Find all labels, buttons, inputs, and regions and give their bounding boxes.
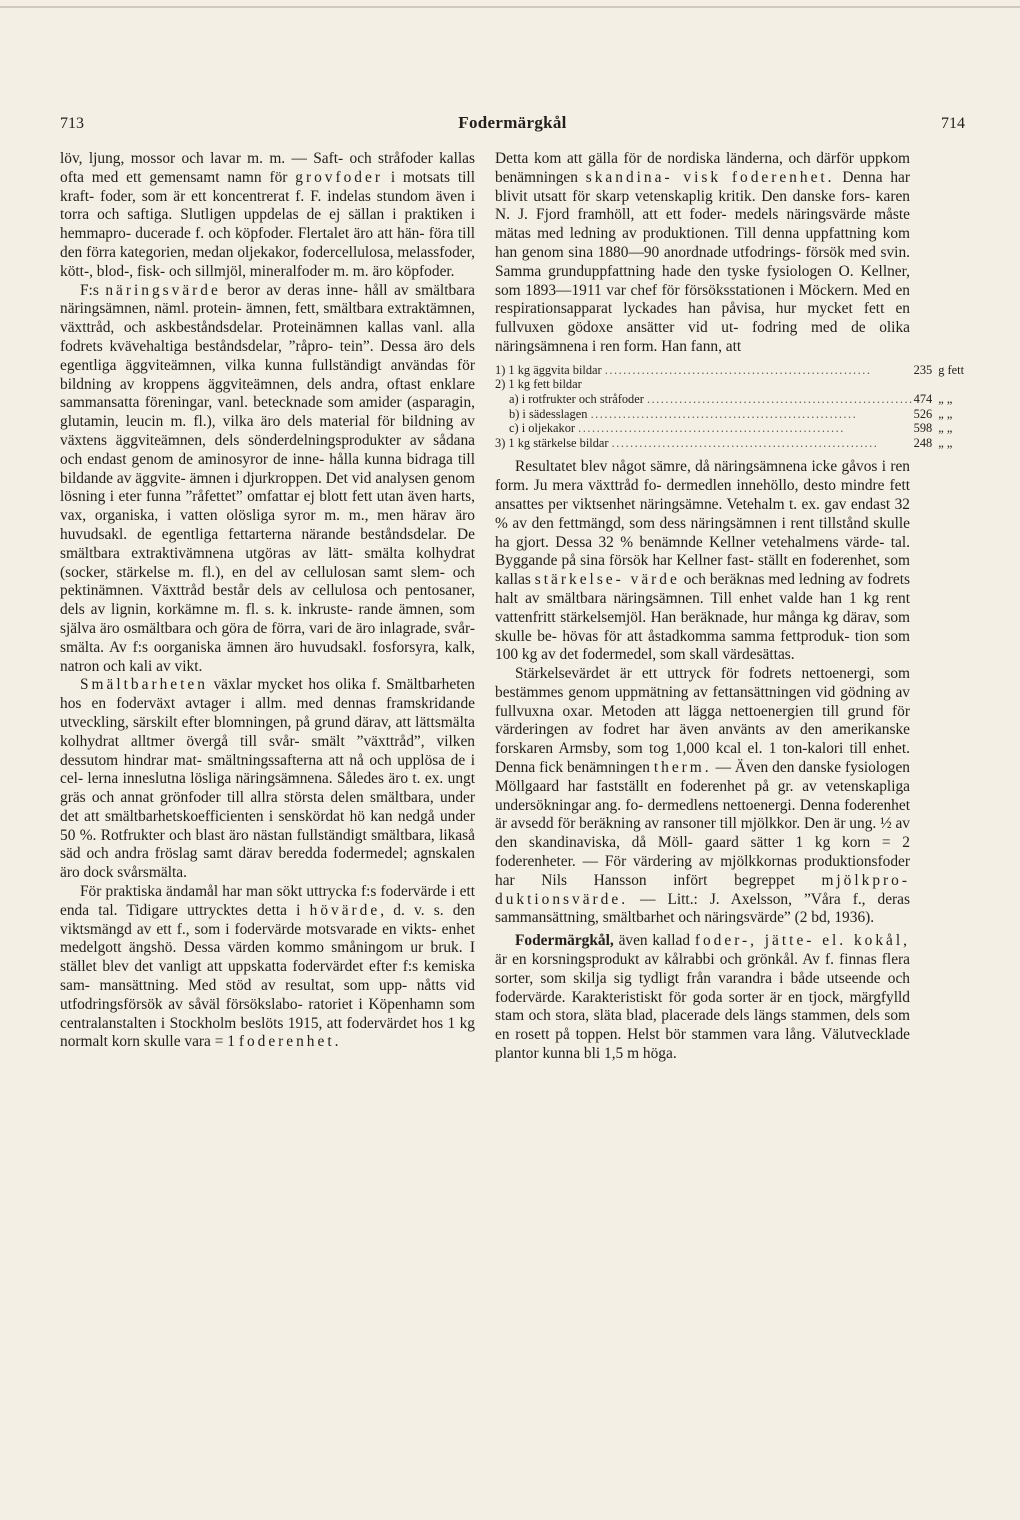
right-page-number: 714 [941, 115, 965, 132]
left-page-number: 713 [60, 115, 84, 132]
row-label: 2) 1 kg fett bildar [495, 377, 582, 392]
table-row [495, 363, 964, 378]
leader-dots: .......................................................... [578, 421, 845, 436]
fat-production-table [495, 363, 964, 451]
row-value: 598 [913, 421, 933, 436]
text-run: Resultatet blev något sämre, då näringsämnena icke gåvos i ren form. Ju mera växttråd fo- dermedlen innehöllo, desto mindre fett ansattes per viktsenhet näringsämne. Vetehalm t. ex. gav endast 32 % av den fettmängd, som dess näringsämnen i rent tillstånd skulle ha gjort. Dessa 32 % benämnde Kellner vetehalmens värde- tal. Byggande på sina försök har Kellner fast- ställt en foderenhet, som kallas [495, 458, 910, 589]
text-run: även kallad [618, 932, 691, 950]
row-label: b) i sädesslagen [509, 406, 588, 421]
page-header [60, 115, 965, 139]
row-label: c) i oljekakor [509, 421, 576, 436]
text-run: och beräknas med ledning av fodrets halt av smältbara näringsämnen. Till enhet valde han 1 kg rent vattenfritt stärkelsemjöl. Han beräknade, hur många kg därav, som skulle be- hövas för att åstadkomma samma fettproduk- tion som 100 kg av det fodermedel, som skall värdesättas. [495, 571, 910, 664]
text-run: F:s [80, 281, 99, 299]
text-run: Denna har blivit utsatt för skarp vetenskaplig kritik. Den danske fors- karen N. J. Fjord framhöll, att ett foder- medels näringsvärde måste mätas med ledning av produktionen. Till denna uppfattning kom han genom sina 1880—90 anordnade utfodrings- försök med svin. Samma grunduppfattning hade den tyske fysiologen O. Kellner, som 1893—1911 var chef för försöksstationen i Möckern. Med en respirationsapparat lyckades han påvisa, hur mycket fett en fullvuxen gödoxe ansätter vid ut- fodring med de olika näringsämnena i ren form. Han fann, att [495, 168, 910, 355]
paragraph-nutritional-value [60, 282, 475, 677]
row-unit: „ „ [938, 435, 953, 450]
leader-dots: .......................................................... [646, 391, 914, 406]
entry-headword: Fodermärgkål, [515, 932, 614, 950]
row-label: 3) 1 kg stärkelse bildar [495, 435, 609, 450]
text-run: , d. v. s. den viktsmängd av ett f., som i fodervärde motsvarade en vikts- enhet medelgott ängshö. Dessa värden kommo småningom ur bruk. I stället blev det vanligt att uppskatta fodervärdet efter f:s kemiska sam- mansättning. Med stöd av resultat, som upp- nåtts vid utfodringsförsök av såväl försökslabo- ratoriet i Köpenhamn som centralanstalten i Stockholm beslöts 1915, att fodervärdet hos 1 kg normalt korn skulle vara = 1 [60, 901, 475, 1051]
row-value: 235 [913, 362, 933, 377]
text-run: i motsats till kraft- foder, som är ett koncentrerat f. F. indelas stundom även i torra och saftiga. Slutligen uppdelas de ej sällan i praktiken i hemmapro- ducerade f. och köpfoder. Flertalet äro att hän- föra till den förra kategorien, medan oljekakor, fodercellulosa, melassfoder, kött-, blod-, fisk- och sillmjöl, mineralfoder m. m. äro köpfoder. [60, 168, 475, 280]
leader-dots: .......................................................... [611, 435, 879, 450]
paragraph-fodder-unit [495, 150, 910, 357]
row-unit: „ „ [938, 391, 953, 406]
text-run: växlar mycket hos olika f. Smältbarheten hos en foderväxt avtager i allm. med dennas framskridande utveckling, särskilt efter blomningen, på grund därav, att lättsmälta kolhydrat alltmer övergå till svår- smält ”växttråd”, vilken dessutom hindrar mat- smältningssafterna att nå och upplösa de i cel- lerna inneslutna lösliga näringsämnena. Således äro t. ex. ungt gräs och annat grönfoder till allra största delen smältbara, under det att smältbarhetskoefficienten i senskördat hö kan nedgå under 50 %. Rotfrukter och blast äro nästan fullständigt smältbara, likaså säd och andra fröslag samt därav beredda fodermedel; agnskalen äro dock svårsmälta. [60, 676, 475, 882]
spaced-term: grovfoder [295, 168, 383, 186]
leader-dots: .......................................................... [590, 406, 858, 421]
row-value: 248 [913, 435, 933, 450]
table-row [495, 407, 964, 422]
row-value [914, 377, 933, 392]
spaced-term: hövärde [309, 901, 381, 919]
paragraph-net-energy [495, 665, 910, 928]
row-unit: „ „ [938, 421, 953, 436]
text-run: är en korsningsprodukt av kålrabbi och grönkål. Av f. finnas flera sorter, som skilja sig tydligt från varandra i både utseende och fodervärde. Karakteristiskt för goda sorter är en tjock, märgfylld stam och stora, släta blad, placerade dels längs stammen, dels som en rosett på toppen. Helst bör stammen vara lång. Välutvecklade plantor kunna bli 1,5 m höga. [495, 951, 910, 1063]
paragraph-digestibility [60, 676, 475, 883]
fat-table-body [495, 363, 964, 451]
row-unit [932, 377, 964, 392]
text-run: — Litt.: J. Axelsson, ”Våra f., deras sammansättning, smältbarhet och näringsvärde” (2 bd, 1936). [495, 890, 910, 927]
spaced-term: foder-, jätte- el. kokål, [694, 932, 910, 950]
paragraph-fodder-types [60, 150, 475, 282]
spaced-term: stärkelse- värde [534, 571, 680, 589]
row-label-cell [495, 421, 914, 436]
table-row [495, 377, 964, 392]
spaced-term: therm. [653, 759, 712, 777]
text-run: löv, ljung, mossor och lavar m. m. — Saft- och stråfoder kallas ofta med ett gemensamt namn för [60, 150, 475, 186]
text-run: — Även den danske fysiologen Möllgaard har fastställt en foderenhet på gr. av vetenskapliga undersökningar ang. fo- dermedlens nettoenergi. Denna foderenhet är avsedd för beräkning av ransoner till mjölkkor. Den är ung. ½ av den skandinaviska, då Möll- gaard sätter 1 kg korn = 2 foderenheter. — För värdering av mjölkkornas produktionsfoder har Nils Hansson infört begreppet [495, 759, 910, 889]
spaced-term: mjölkpro- duktionsvärde. [495, 871, 910, 908]
paragraph-fodder-value [60, 883, 475, 1052]
text-run: Detta kom att gälla för de nordiska länderna, och därför uppkom benämningen [495, 150, 910, 186]
row-unit: „ „ [938, 406, 953, 421]
table-row [495, 421, 964, 436]
entry-fodermargkal [495, 932, 910, 1064]
row-label-cell [495, 377, 914, 392]
row-label: 1) 1 kg äggvita bildar [495, 362, 602, 377]
left-column [60, 150, 475, 1052]
row-label-cell [495, 392, 914, 407]
right-column [495, 150, 965, 1064]
row-label-cell [495, 363, 914, 378]
spaced-term: näringsvärde [105, 281, 221, 299]
spaced-term: foderenhet. [238, 1033, 342, 1051]
leader-dots: .......................................................... [604, 362, 872, 377]
text-run: Stärkelsevärdet är ett uttryck för fodrets nettoenergi, som bestämmes genom uppmätning av fettansättningen vid gödning av fullvuxna oxar. Metoden att lägga nettoenergien till grund för värderingen av fodret har även använts av den amerikanske forskaren Armsby, som tog 1,000 kcal el. 1 ton-kalori till enhet. Denna fick benämningen [495, 665, 910, 777]
text-run: För praktiska ändamål har man sökt uttrycka f:s fodervärde i ett enda tal. Tidigare uttrycktes detta i [60, 883, 475, 919]
paragraph-starch-value [495, 458, 910, 665]
row-label-cell [495, 407, 914, 422]
row-unit: g fett [938, 362, 965, 377]
row-label-cell [495, 436, 914, 451]
spaced-term: Smältbarheten [80, 676, 208, 694]
row-value: 474 [913, 391, 933, 406]
running-title: Fodermärgkål [458, 113, 567, 132]
top-edge-rule [0, 6, 1020, 8]
table-row [495, 436, 964, 451]
row-label: a) i rotfrukter och stråfoder [509, 391, 644, 406]
text-run: beror av deras inne- håll av smältbara näringsämnen, näml. protein- ämnen, fett, smältbara extraktämnen, växttråd, och askbeståndsdelar. Proteinämnen kallas vanl. alla fodrets kvävehaltiga beståndsdelar, ”råpro- tein”. Dessa äro dels egentliga äggviteämnen, vilka kunna fullständigt användas för bildning av kroppens äggviteämnen, dels andra, oftast enklare sammansatta föreningar, vanl. betecknade som amider (asparagin, glutamin, leucin m. fl.), vilka äro dels material för bildning av växtens äggviteämnen, dels sönderdelningsprodukter av sådana och endast genom de aminosyror de inne- hålla kunna bidraga till bildande av äggvite- ämnen i djurkroppen. Det vid analysen genom lösning i eter funna ”råfettet” omfattar ej blott fett utan även harts, vax, organiska, i vatten olösliga syror m. m., men härav äro huvudsakl. de egentliga fettarterna närande beståndsdelar. De smältbara extraktivämnena utgöras av lätt- smälta kolhydrat (socker, stärkelse m. fl.), en del av cellulosan samt slem- och pektinämnen. Växttråd består dels av cellulosa och pentosaner, dels av lignin, korkämne m. fl. s. k. inkruste- rande ämnen, som själva äro osmältbara och göra de förra, vari de äro inlagrade, svår- smälta. Av f:s oorganiska ämnen äro huvudsakl. fosforsyra, kalk, natron och kali av vikt. [60, 281, 475, 675]
row-value: 526 [913, 406, 933, 421]
spaced-term: skandina- visk foderenhet. [585, 168, 835, 186]
table-row [495, 392, 964, 407]
